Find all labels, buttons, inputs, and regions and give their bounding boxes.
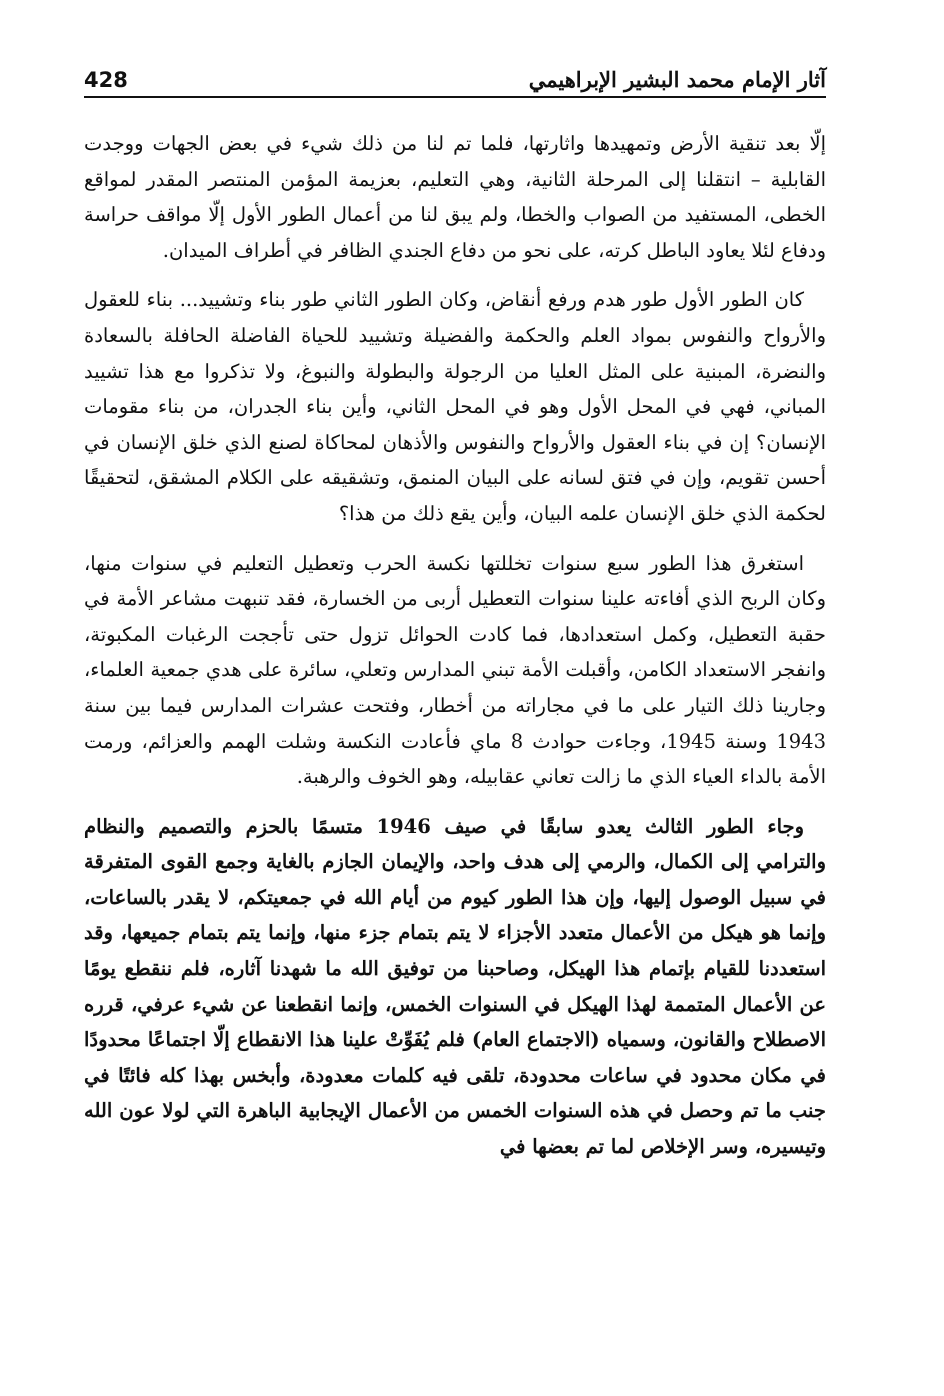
paragraph-2: كان الطور الأول طور هدم ورفع أنقاض، وكان الطور الثاني طور بناء وتشييد... بناء للعقول والأرواح والنفوس بمواد العلم والحكمة والفضيلة وتشييد للحياة الفاضلة الحافلة بالسعادة والنضرة، المبنية على المثل العليا من الرجولة والبطولة والنبوغ، ولا تذكروا مع هذا تشييد المباني، فهي في المحل الأول وهو في المحل الثاني، وأين بناء الجدران، من بناء مقومات الإنسان؟ إن في بناء العقول والأرواح والنفوس والأذهان لمحاكاة لصنع الذي خلق الإنسان في أحسن تقويم، وإن في فتق لسانه على البيان المنمق، وتشقيقه على الكلام المشقق، لتحقيقًا لحكمة الذي خلق الإنسان علمه البيان، وأين يقع ذلك من هذا؟ <box>84 288 826 525</box>
paragraph-4: وجاء الطور الثالث يعدو سابقًا في صيف 1946 متسمًا بالحزم والتصميم والنظام والترامي إلى الكمال، والرمي إلى هدف واحد، والإيمان الجازم بالغاية وجمع القوى المتفرقة في سبيل الوصول إليها، وإن هذا الطور كيوم من أيام الله في جمعيتكم، لا يقدر بالساعات، وإنما هو هيكل من الأعمال متعدد الأجزاء لا يتم بتمام جزء منها، وإنما يتم بتمام جميعها، وقد استعددنا للقيام بإتمام هذا الهيكل، وصاحبنا من توفيق الله ما شهدنا آثاره، فلم ننقطع يومًا عن الأعمال المتممة لهذا الهيكل في السنوات الخمس، وإنما انقطعنا عن شيء عرفي، قرره الاصطلاح والقانون، وسمياه (الاجتماع العام) فلم يُفَوِّتْ علينا هذا الانقطاع إلّا اجتماعًا محدودًا في مكان محدود في ساعات محدودة، تلقى فيه كلمات معدودة، وأبخس بهذا كله فائتًا في جنب ما تم وحصل في هذه السنوات الخمس من الأعمال الإيجابية الباهرة التي لولا عون الله وتيسيره، وسر الإخلاص لما تم بعضها في <box>84 814 826 1159</box>
paragraph-1: إلّا بعد تنقية الأرض وتمهيدها واثارتها، فلما تم لنا من ذلك شيء في بعض الجهات ووجدت القابلية – انتقلنا إلى المرحلة الثانية، وهي التعليم، بعزيمة المؤمن المنتصر المقدر لمواقع الخطى، المستفيد من الصواب والخطا، ولم يبق لنا من أعمال الطور الأول إلّا مواقف حراسة ودفاع لئلا يعاود الباطل كرته، على نحو من دفاع الجندي الظافر في أطراف الميدان. <box>84 132 826 262</box>
page-header <box>84 52 826 98</box>
paragraph-3: استغرق هذا الطور سبع سنوات تخللتها نكسة الحرب وتعطيل التعليم في سنوات منها، وكان الربح الذي أفاءته علينا سنوات التعطيل أربى من الخسارة، فقد تنبهت مشاعر الأمة في حقبة التعطيل، وكمل استعدادها، فما كادت الحوائل تزول حتى تأججت الرغبات المكبوتة، وانفجر الاستعداد الكامن، وأقبلت الأمة تبني المدارس وتعلي، سائرة على هدي جمعية العلماء، وجارينا ذلك التيار على ما في مجاراته من أخطار، وفتحت عشرات المدارس فيما بين سنة 1943 وسنة 1945، وجاءت حوادث 8 ماي فأعادت النكسة وشلت الهمم والعزائم، ورمت الأمة بالداء العياء الذي ما زالت تعاني عقابيله، وهو الخوف والرهبة. <box>84 551 826 789</box>
page-number: 428 <box>84 68 128 92</box>
page-body <box>84 126 826 1179</box>
running-title: آثار الإمام محمد البشير الإبراهيمي <box>528 67 826 92</box>
